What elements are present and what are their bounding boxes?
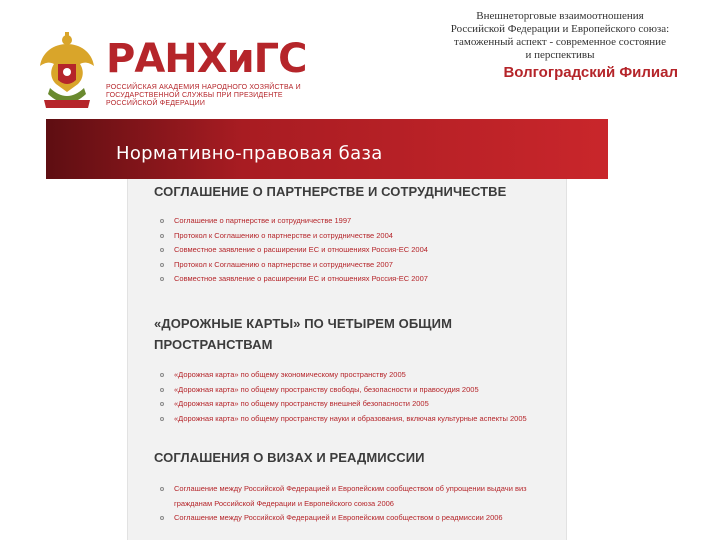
- circle-bullet-icon: [160, 248, 164, 252]
- circle-bullet-icon: [160, 402, 164, 406]
- document-link[interactable]: Совместное заявление о расширении ЕС и отношениях Россия-ЕС 2004: [174, 245, 428, 254]
- logo: [36, 30, 307, 112]
- section-heading: СОГЛАШЕНИЕ О ПАРТНЕРСТВЕ И СОТРУДНИЧЕСТВЕ: [154, 184, 507, 199]
- header-topic: [430, 10, 690, 81]
- document-link[interactable]: «Дорожная карта» по общему пространству внешней безопасности 2005: [174, 399, 429, 408]
- circle-bullet-icon: [160, 487, 164, 491]
- section-heading: СОГЛАШЕНИЯ О ВИЗАХ И РЕАДМИССИИ: [154, 450, 425, 465]
- circle-bullet-icon: [160, 234, 164, 238]
- title-banner: [46, 119, 608, 179]
- list-item[interactable]: [154, 258, 564, 273]
- list-item[interactable]: [154, 229, 564, 244]
- section-heading: «ДОРОЖНЫЕ КАРТЫ» ПО ЧЕТЫРЕМ ОБЩИМ: [154, 316, 453, 331]
- document-link[interactable]: «Дорожная карта» по общему экономическому пространству 2005: [174, 370, 406, 379]
- circle-bullet-icon: [160, 263, 164, 267]
- document-link[interactable]: «Дорожная карта» по общему пространству науки и образования, включая культурные аспекты 2005: [174, 413, 527, 423]
- list-item[interactable]: [154, 511, 564, 526]
- section-heading: ПРОСТРАНСТВАМ: [154, 337, 273, 352]
- list-item[interactable]: [154, 368, 564, 383]
- document-link[interactable]: Протокол к Соглашению о партнерстве и сотрудничестве 2004: [174, 230, 393, 240]
- topic-line: Российской Федерации и Европейского союза:: [450, 23, 670, 35]
- topic-line: и перспективы: [525, 49, 595, 61]
- circle-bullet-icon: [160, 516, 164, 520]
- list-item[interactable]: [154, 272, 564, 287]
- brand-subtitle: РОССИЙСКАЯ АКАДЕМИЯ НАРОДНОГО ХОЗЯЙСТВА И ГОСУДАРСТВЕННОЙ СЛУЖБЫ ПРИ ПРЕЗИДЕНТЕ РОССИЙСКОЙ ФЕДЕРАЦИИ: [106, 84, 301, 107]
- circle-bullet-icon: [160, 277, 164, 281]
- section-partnership: [154, 181, 564, 287]
- branch-name: Волгоградский Филиал: [503, 64, 678, 81]
- double-headed-eagle-emblem-icon: [36, 30, 98, 112]
- topic-line: таможенный аспект - современное состояние: [454, 36, 666, 48]
- document-link[interactable]: «Дорожная карта» по общему пространству свободы, безопасности и правосудия 2005: [174, 384, 479, 394]
- document-link[interactable]: Совместное заявление о расширении ЕС и отношениях Россия-ЕС 2007: [174, 274, 428, 283]
- topic-line: Внешнеторговые взаимоотношения: [476, 10, 644, 22]
- circle-bullet-icon: [160, 388, 164, 392]
- list-item[interactable]: [154, 397, 564, 412]
- content-panel: [127, 179, 567, 540]
- logo-text: [106, 36, 316, 108]
- section-roadmaps: [154, 313, 564, 426]
- list-item[interactable]: [154, 214, 564, 229]
- document-link[interactable]: Соглашение о партнерстве и сотрудничестве 1997: [174, 216, 352, 225]
- link-list: [154, 368, 564, 426]
- slide-title: Нормативно-правовая база: [116, 143, 383, 164]
- brand-name: РАНХиГС: [106, 36, 307, 82]
- circle-bullet-icon: [160, 373, 164, 377]
- list-item[interactable]: [154, 412, 564, 427]
- link-list: [154, 214, 564, 287]
- circle-bullet-icon: [160, 219, 164, 223]
- list-item[interactable]: [154, 383, 564, 398]
- section-visas: [154, 447, 564, 526]
- link-list: [154, 482, 564, 526]
- document-link[interactable]: Соглашение между Российской Федерацией и Европейским сообществом об упрощении выдачи виз гражданам Российской Федерации и Европейского союза 2006: [174, 484, 527, 508]
- list-item[interactable]: [154, 243, 564, 258]
- document-link[interactable]: Соглашение между Российской Федерацией и Европейским сообществом о реадмиссии 2006: [174, 513, 503, 522]
- document-link[interactable]: Протокол к Соглашению о партнерстве и сотрудничестве 2007: [174, 259, 393, 269]
- list-item[interactable]: [154, 482, 554, 511]
- circle-bullet-icon: [160, 417, 164, 421]
